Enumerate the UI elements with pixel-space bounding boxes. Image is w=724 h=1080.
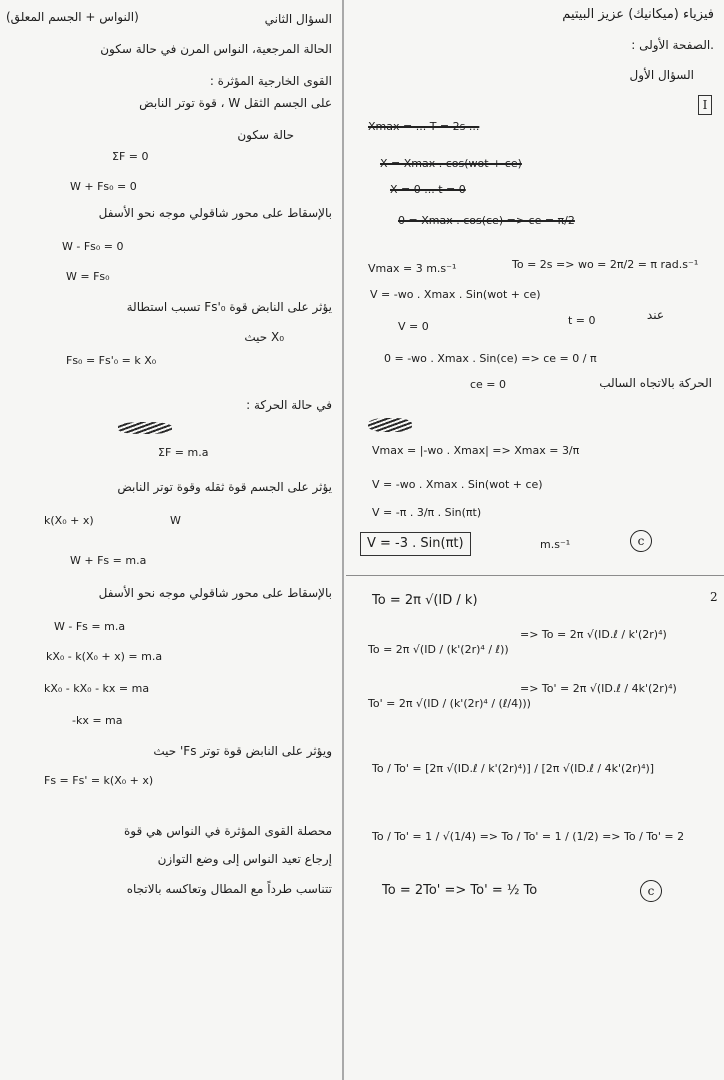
left-head-right: السؤال الثاني — [264, 12, 332, 26]
period-result: => To = 2π √(ID.ℓ / k'(2r)⁴) — [520, 628, 667, 641]
left-line-10: بالإسقاط على محور شاقولي موجه نحو الأسفل — [98, 586, 332, 600]
struck-line-4: 0 = Xmax . cos(ce) => ce = π/2 — [398, 214, 575, 227]
struck-line-3: X = 0 ... t = 0 — [390, 183, 466, 196]
left-line-6: يؤثر على النابض قوة Fs'₀ تسبب استطالة — [126, 300, 332, 314]
item-2-number: 2 — [710, 590, 718, 604]
spring-force-label: k(X₀ + x) — [44, 514, 94, 527]
grade-mark-2: c — [640, 880, 662, 902]
left-eq-5: Fs₀ = Fs'₀ = k X₀ — [66, 354, 157, 367]
left-eq-3: W - Fs₀ = 0 — [62, 240, 124, 253]
left-eq-4: W = Fs₀ — [66, 270, 110, 283]
period-given: To = 2s => wo = 2π/2 = π rad.s⁻¹ — [512, 258, 699, 271]
grade-mark-1: c — [630, 530, 652, 552]
v-zero: V = 0 — [398, 320, 429, 333]
at-label: عند — [646, 308, 664, 322]
left-eq-7: W + Fs = m.a — [70, 554, 147, 567]
left-line-4: حالة سكون — [237, 128, 294, 142]
left-eq-2: W + Fs₀ = 0 — [70, 180, 137, 193]
left-eq-6: ΣF = m.a — [158, 446, 209, 459]
left-eq-11: -kx = ma — [72, 714, 123, 727]
left-line-8: في حالة الحركة : — [246, 398, 332, 412]
left-line-7: X₀ حيث — [244, 330, 284, 344]
subject-title: فيزياء (ميكانيك) عزيز البيتيم — [562, 7, 714, 22]
left-eq-1: ΣF = 0 — [112, 150, 149, 163]
vmax-equation: Vmax = |-wo . Xmax| => Xmax = 3/π — [372, 444, 580, 457]
column-divider — [342, 0, 344, 1080]
velocity-equation-2: V = -wo . Xmax . Sin(wot + ce) — [372, 478, 543, 491]
weight-label: W — [170, 514, 181, 527]
sin-equation: 0 = -wo . Xmax . Sin(ce) => ce = 0 / π — [384, 352, 597, 365]
direction-note: الحركة بالاتجاه السالب — [599, 376, 712, 390]
left-line-14: تتناسب طرداً مع المطال وتعاكسه بالاتجاه — [126, 882, 332, 896]
phase-zero: ce = 0 — [470, 378, 507, 391]
left-head-left: (النواس + الجسم المعلق) — [6, 10, 139, 24]
left-eq-12: Fs = Fs' = k(X₀ + x) — [44, 774, 154, 787]
period-final: To = 2To' => To' = ½ To — [382, 883, 538, 898]
item-number: I — [698, 95, 712, 115]
velocity-final: V = -3 . Sin(πt) — [360, 532, 471, 556]
period-ratio: To / To' = [2π √(ID.ℓ / k'(2r)⁴)] / [2π √(ID.ℓ / 4k'(2r)⁴)] — [372, 762, 655, 775]
period-substitution: To = 2π √(ID / (k'(2r)⁴ / ℓ)) — [368, 643, 509, 656]
scribble-mark — [118, 422, 172, 434]
velocity-unit: m.s⁻¹ — [540, 538, 571, 551]
struck-line-1: Xmax = ... T = 2s ... — [368, 120, 480, 133]
velocity-equation: V = -wo . Xmax . Sin(wot + ce) — [370, 288, 541, 301]
left-line-5: بالإسقاط على محور شاقولي موجه نحو الأسفل — [98, 206, 332, 220]
page-label: .الصفحة الأولى : — [631, 38, 714, 52]
left-line-1: الحالة المرجعية، النواس المرن في حالة سكون — [100, 42, 332, 56]
t-zero: t = 0 — [568, 314, 596, 327]
left-line-3: على الجسم الثقل W ، قوة توتر النابض — [139, 96, 332, 110]
left-line-11: ويؤثر على النابض قوة توتر Fs' حيث — [153, 744, 332, 758]
period-ratio-2: To / To' = 1 / √(1/4) => To / To' = 1 / (1/2) => To / To' = 2 — [372, 830, 685, 843]
left-line-9: يؤثر على الجسم قوة ثقله وقوة توتر النابض — [117, 480, 332, 494]
left-line-13: إرجاع تعيد النواس إلى وضع التوازن — [157, 852, 332, 866]
left-eq-8: W - Fs = m.a — [54, 620, 126, 633]
period-prime-result: => To' = 2π √(ID.ℓ / 4k'(2r)⁴) — [520, 682, 677, 695]
left-line-2: القوى الخارجية المؤثرة : — [209, 74, 332, 88]
struck-line-2: X = Xmax . cos(wot + ce) — [380, 157, 522, 170]
velocity-substitution: V = -π . 3/π . Sin(πt) — [372, 506, 482, 519]
left-eq-9: kX₀ - k(X₀ + x) = m.a — [46, 650, 163, 663]
period-prime-substitution: To' = 2π √(ID / (k'(2r)⁴ / (ℓ/4))) — [368, 697, 531, 710]
period-definition: To = 2π √(ID / k) — [372, 593, 478, 608]
scribble-mark — [368, 418, 412, 432]
left-line-12: محصلة القوى المؤثرة في النواس هي قوة — [124, 824, 332, 838]
question-label: السؤال الأول — [629, 68, 694, 82]
vmax-given: Vmax = 3 m.s⁻¹ — [368, 262, 457, 275]
section-divider — [346, 575, 724, 576]
left-eq-10: kX₀ - kX₀ - kx = ma — [44, 682, 150, 695]
